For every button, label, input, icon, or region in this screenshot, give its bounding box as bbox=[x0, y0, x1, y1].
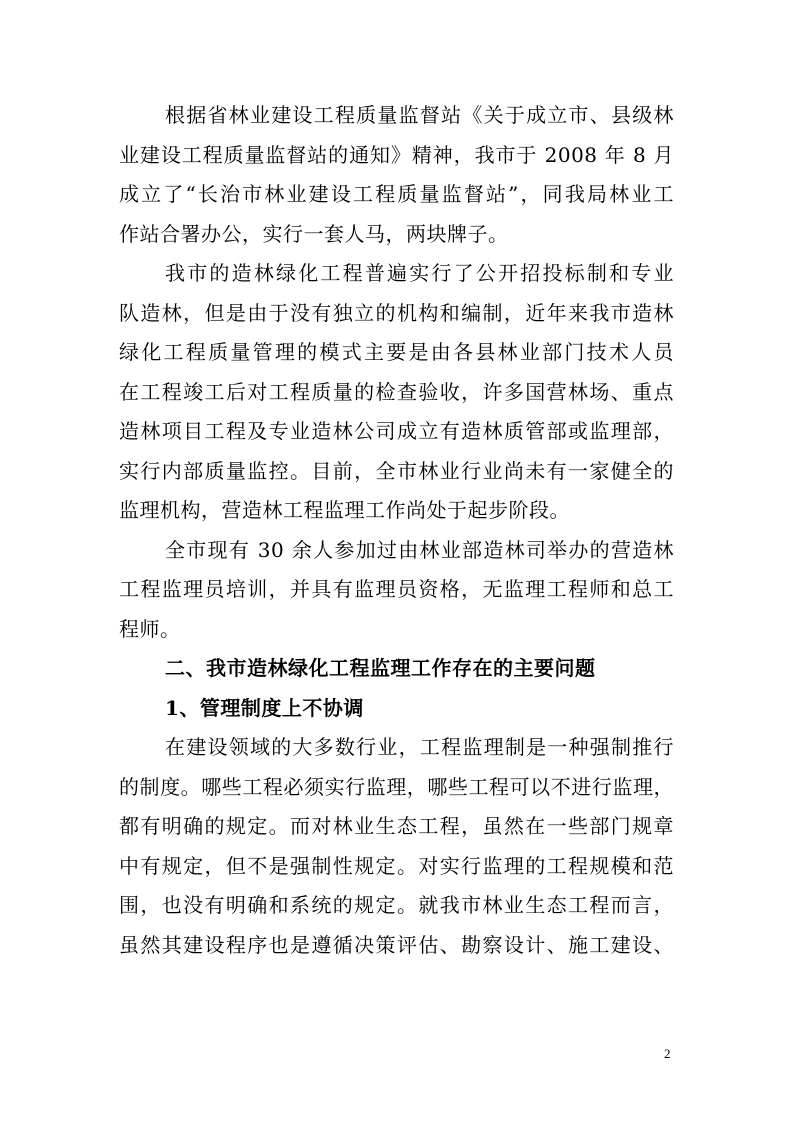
paragraph-line: 绿化工程质量管理的模式主要是由各县林业部门技术人员 bbox=[119, 340, 674, 364]
paragraph-line: 成立了“长治市林业建设工程质量监督站”，同我局林业工 bbox=[119, 182, 674, 206]
subsection-heading: 1、管理制度上不协调 bbox=[165, 695, 364, 720]
paragraph-line: 作站合署办公，实行一套人马，两块牌子。 bbox=[119, 221, 509, 246]
paragraph-line: 在工程竣工后对工程质量的检查验收，许多国营林场、重点 bbox=[119, 379, 674, 404]
paragraph-line: 围，也没有明确和系统的规定。就我市林业生态工程而言， bbox=[119, 893, 674, 917]
paragraph-line: 中有规定，但不是强制性规定。对实行监理的工程规模和范 bbox=[119, 853, 674, 878]
paragraph-line: 业建设工程质量监督站的通知》精神，我市于 2008 年 8 月 bbox=[119, 142, 674, 167]
paragraph-line: 全市现有 30 余人参加过由林业部造林司举办的营造林 bbox=[165, 537, 674, 562]
body-text bbox=[119, 96, 674, 965]
paragraph-line: 的制度。哪些工程必须实行监理，哪些工程可以不进行监理， bbox=[119, 774, 674, 799]
paragraph-line: 在建设领域的大多数行业，工程监理制是一种强制推行 bbox=[165, 735, 674, 759]
paragraph-line: 监理机构，营造林工程监理工作尚处于起步阶段。 bbox=[119, 498, 570, 522]
page-number: 2 bbox=[664, 1046, 671, 1061]
paragraph-line: 都有明确的规定。而对林业生态工程，虽然在一些部门规章 bbox=[119, 814, 674, 838]
paragraph-line: 根据省林业建设工程质量监督站《关于成立市、县级林 bbox=[165, 103, 674, 127]
paragraph-line: 队造林，但是由于没有独立的机构和编制，近年来我市造林 bbox=[119, 300, 674, 325]
section-heading: 二、我市造林绿化工程监理工作存在的主要问题 bbox=[165, 656, 596, 680]
paragraph-line: 我市的造林绿化工程普遍实行了公开招投标制和专业 bbox=[165, 261, 674, 285]
paragraph-line: 虽然其建设程序也是遵循决策评估、勘察设计、施工建设、 bbox=[119, 932, 674, 957]
paragraph-line: 实行内部质量监控。目前，全市林业行业尚未有一家健全的 bbox=[119, 458, 674, 483]
paragraph-line: 造林项目工程及专业造林公司成立有造林质管部或监理部， bbox=[119, 419, 674, 443]
paragraph-line: 程师。 bbox=[119, 616, 181, 641]
paragraph-line: 工程监理员培训，并具有监理员资格，无监理工程师和总工 bbox=[119, 577, 674, 601]
